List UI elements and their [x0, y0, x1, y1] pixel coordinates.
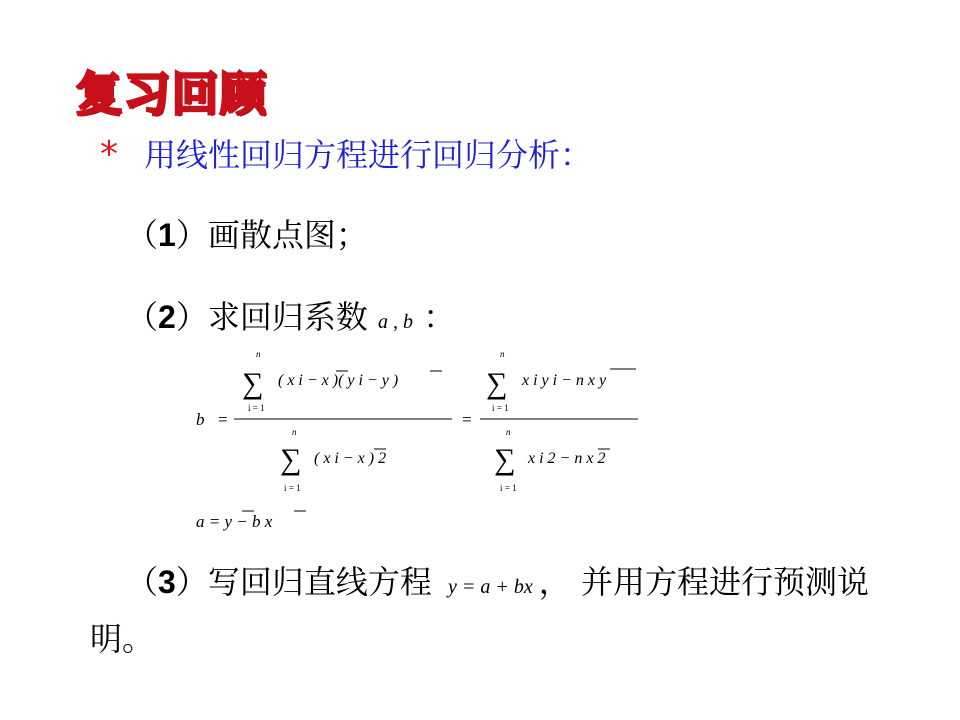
step-2-number: 2: [158, 299, 176, 335]
step-2-colon: ：: [423, 298, 456, 336]
sum-sign-1: ∑: [242, 367, 264, 400]
denominator-1: ( x i − x ) 2: [314, 450, 387, 467]
sum-lower-2: i = 1: [284, 483, 301, 493]
formula-eq-2: =: [462, 410, 472, 429]
sum-lower-3: i = 1: [492, 403, 509, 413]
sum-upper-n-1: n: [256, 349, 261, 359]
step-3-close-paren: ）: [175, 563, 208, 601]
bullet-text: 用线性回归方程进行回归分析：: [144, 136, 593, 174]
sum-sign-2: ∑: [280, 443, 302, 476]
formula-eq-1: =: [218, 410, 228, 429]
sum-lower-4: i = 1: [500, 483, 517, 493]
asterisk-bullet-icon: *: [100, 134, 118, 175]
step-2-open-paren: （: [126, 298, 159, 336]
step-2-text: 求回归系数: [207, 298, 368, 336]
numerator-2: x i y i − n x y: [522, 372, 607, 389]
step-3-number: 3: [158, 564, 176, 600]
step-3-open-paren: （: [126, 563, 159, 601]
formula-a-line: a = y − b x: [196, 512, 273, 531]
step-3-tail: ， 并用方程进行预测说明。: [90, 563, 869, 658]
step-1-number: 1: [158, 217, 176, 253]
step-2: [126, 292, 455, 338]
sum-upper-n-4: n: [506, 427, 511, 437]
sum-upper-n-3: n: [500, 349, 505, 359]
formula-b: b: [196, 410, 205, 429]
denominator-2: x i 2 − n x 2: [528, 450, 606, 467]
slide-title: 复习回顾: [76, 67, 268, 121]
step-1-text: 画散点图；: [207, 216, 368, 254]
sum-sign-4: ∑: [494, 443, 516, 476]
step-1-close-paren: ）: [175, 216, 208, 254]
step-3: [90, 556, 890, 665]
step-3-equation: y = a + bx: [448, 576, 533, 598]
step-1-open-paren: （: [126, 216, 159, 254]
numerator-1: ( x i − x )( y i − y ): [278, 372, 399, 389]
sum-lower-1: i = 1: [248, 403, 265, 413]
step-1: [126, 210, 368, 256]
bullet-heading: [100, 130, 592, 176]
sum-upper-n-2: n: [292, 427, 297, 437]
sum-sign-3: ∑: [486, 367, 508, 400]
regression-formula: [190, 345, 670, 545]
step-2-close-paren: ）: [175, 298, 208, 336]
step-3-text: 写回归直线方程: [207, 563, 432, 601]
step-2-vars: a , b: [378, 311, 414, 333]
